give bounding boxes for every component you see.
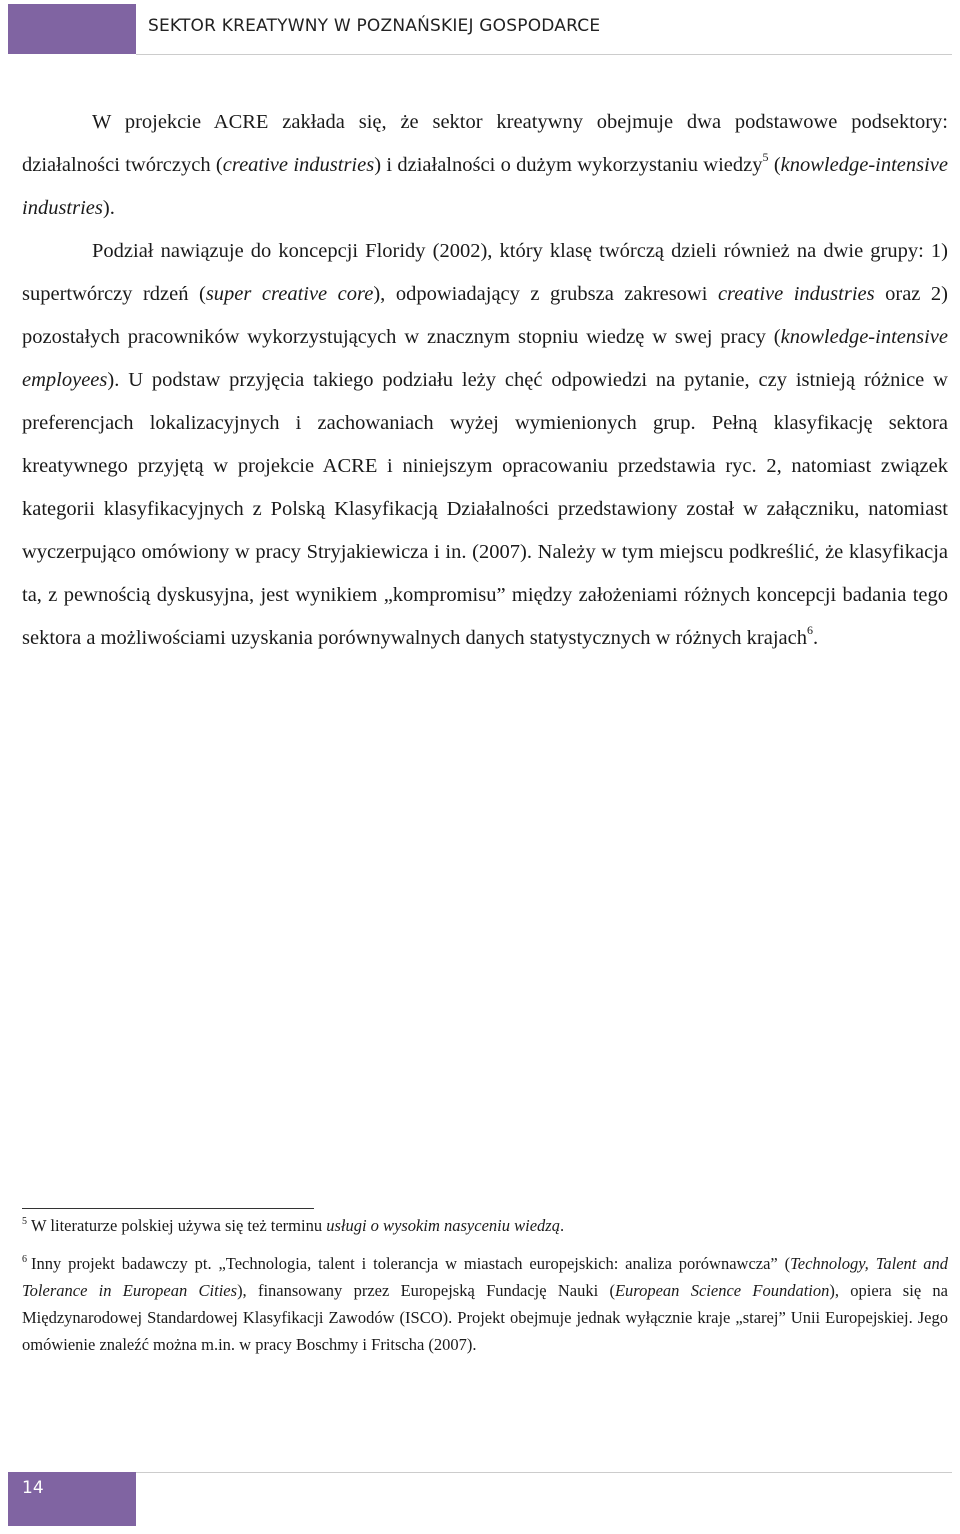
footnote-number: 6 bbox=[22, 1254, 27, 1265]
footnote-5 bbox=[22, 1212, 948, 1239]
footnote-6 bbox=[22, 1250, 948, 1358]
footnote-separator bbox=[22, 1208, 314, 1209]
text-run: ( bbox=[768, 154, 781, 176]
main-body-text bbox=[22, 101, 948, 660]
text-run: . bbox=[813, 627, 819, 649]
footnote-ref-6[interactable]: 6 bbox=[807, 623, 814, 637]
italic-term: European Science Foundation bbox=[614, 1281, 830, 1300]
text-run: oraz 2) pozostałych pracowników wykorzystujących w znacznym stopniu wiedzę w swej pracy ( bbox=[22, 283, 949, 348]
running-header-title: SEKTOR KREATYWNY W POZNAŃSKIEJ GOSPODARCE bbox=[148, 16, 601, 36]
italic-term: usługi o wysokim nasyceniu wiedzą bbox=[326, 1216, 560, 1235]
header-accent-block bbox=[8, 4, 136, 54]
paragraph-1 bbox=[22, 101, 948, 230]
italic-term: super creative core bbox=[205, 283, 374, 305]
text-run: ), finansowany przez Europejską Fundację Nauki ( bbox=[237, 1281, 615, 1300]
footnotes-section bbox=[22, 1212, 948, 1358]
text-run: ), opiera się na Międzynarodowej Standardowej Klasyfikacji Zawodów (ISCO). Projekt obejmuje jednak wyłącznie kraje „starej” Unii Europejskiej. Jego omówienie znaleźć można m.in. w pracy Boschmy i Fritscha (2007). bbox=[22, 1281, 949, 1354]
footer-divider bbox=[136, 1472, 952, 1473]
text-run: W literaturze polskiej używa się też terminu bbox=[31, 1216, 327, 1235]
text-run: ) i działalności o dużym wykorzystaniu wiedzy bbox=[374, 154, 763, 176]
text-run: ). bbox=[102, 197, 115, 219]
text-run: ), odpowiadający z grubsza zakresowi bbox=[373, 283, 718, 305]
text-run: W projekcie ACRE zakłada się, że sektor kreatywny obejmuje dwa podstawowe podsektory: działalności twórczych ( bbox=[22, 111, 948, 176]
italic-term: Technology, Talent and Tolerance in European Cities bbox=[22, 1254, 948, 1300]
italic-term: knowledge-intensive industries bbox=[22, 154, 949, 219]
header-divider bbox=[136, 54, 952, 55]
footnote-ref-5[interactable]: 5 bbox=[762, 150, 769, 164]
paragraph-2 bbox=[22, 230, 948, 660]
page-number: 14 bbox=[22, 1478, 44, 1498]
italic-term: creative industries bbox=[222, 154, 375, 176]
text-run: . bbox=[559, 1216, 565, 1235]
text-run: ). U podstaw przyjęcia takiego podziału leży chęć odpowiedzi na pytanie, czy istnieją różnice w preferencjach lokalizacyjnych i zachowaniach wyżej wymienionych grup. Pełną klasyfikację sektora kreatywnego przyjętą w projekcie ACRE i niniejszym opracowaniu przedstawia ryc. 2, natomiast związek kategorii klasyfikacyjnych z Polską Klasyfikacją Działalności przedstawiony został w załączniku, natomiast wyczerpująco omówiony w pracy Stryjakiewicza i in. (2007). Należy w tym miejscu podkreślić, że klasyfikacja ta, z pewnością dyskusyjna, jest wynikiem „kompromisu” między założeniami różnych koncepcji badania tego sektora a możliwościami uzyskania porównywalnych danych statystycznych w różnych krajach bbox=[22, 369, 948, 649]
footnote-number: 5 bbox=[22, 1216, 27, 1227]
text-run: Podział nawiązuje do koncepcji Floridy (2002), który klasę twórczą dzieli również na dwie grupy: 1) supertwórczy rdzeń ( bbox=[22, 240, 948, 305]
text-run: Inny projekt badawczy pt. „Technologia, talent i tolerancja w miastach europejskich: analiza porównawcza” ( bbox=[31, 1254, 791, 1273]
italic-term: creative industries bbox=[717, 283, 875, 305]
italic-term: knowledge-intensive employees bbox=[22, 326, 948, 391]
